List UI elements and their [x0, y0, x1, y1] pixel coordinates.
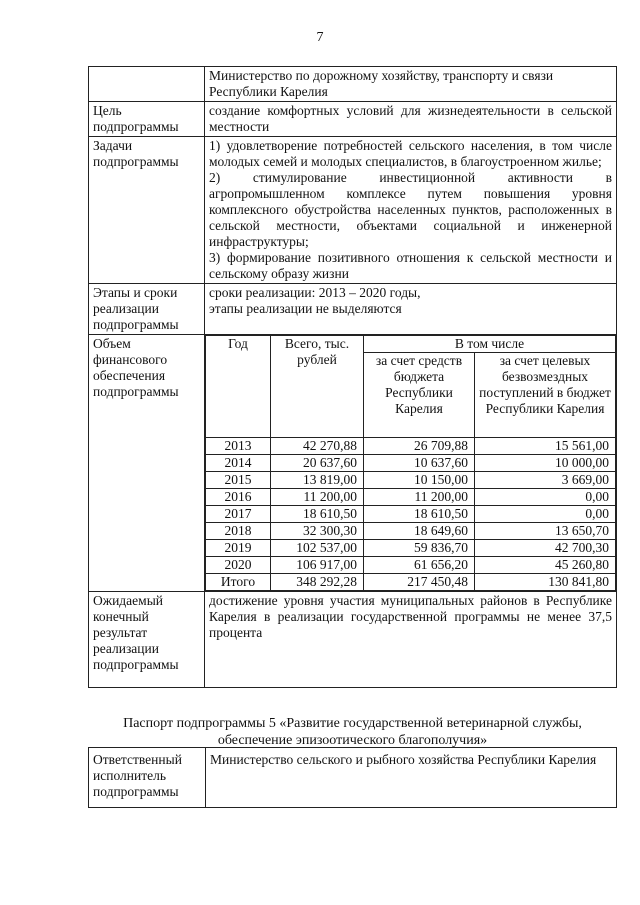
subprogram-passport-table	[88, 66, 617, 688]
finance-body	[206, 438, 616, 591]
finance-budget-cell: 10 637,60	[364, 455, 475, 472]
finance-grants-cell: 13 650,70	[475, 523, 616, 540]
finance-row	[206, 438, 616, 455]
col-header-year: Год	[206, 336, 271, 438]
stages-value	[205, 284, 617, 335]
goal-value: создание комфортных условий для жизнедеятельности в сельской местности	[205, 102, 617, 137]
table-row	[89, 748, 617, 808]
finance-year-cell: 2016	[206, 489, 271, 506]
table-row	[89, 335, 617, 592]
finance-budget-cell: 18 649,60	[364, 523, 475, 540]
table-row	[89, 67, 617, 102]
col-header-including: В том числе	[364, 336, 616, 353]
finance-row	[206, 540, 616, 557]
table-row	[89, 102, 617, 137]
finance-year-cell: 2018	[206, 523, 271, 540]
goal-label: Цель подпрограммы	[89, 102, 205, 137]
stages-line: этапы реализации не выделяются	[209, 301, 402, 316]
finance-year-cell: 2015	[206, 472, 271, 489]
finance-total-cell: 32 300,30	[271, 523, 364, 540]
finance-total-cell: 20 637,60	[271, 455, 364, 472]
finance-cell	[205, 335, 617, 592]
finance-grants-cell: 15 561,00	[475, 438, 616, 455]
page-number: 7	[316, 30, 324, 45]
finance-grants-cell: 0,00	[475, 506, 616, 523]
table-row	[89, 592, 617, 688]
finance-row	[206, 455, 616, 472]
task-item: 1) удовлетворение потребностей сельского населения, в том числе молодых семей и молодых специалистов, в благоустроенном жилье;	[209, 138, 612, 169]
col-header-total: Всего, тыс. рублей	[271, 336, 364, 438]
result-label: Ожидаемый конечный результат реализации подпрограммы	[89, 592, 205, 688]
task-item: 3) формирование позитивного отношения к сельской местности и сельскому образу жизни	[209, 250, 612, 281]
stages-label: Этапы и сроки реализации подпрограммы	[89, 284, 205, 335]
row-label	[89, 67, 205, 102]
finance-row	[206, 472, 616, 489]
col-header-budget: за счет средств бюджета Республики Карелия	[364, 353, 475, 438]
finance-year-cell: 2020	[206, 557, 271, 574]
stages-line: сроки реализации: 2013 – 2020 годы,	[209, 285, 421, 300]
finance-year-cell: 2019	[206, 540, 271, 557]
table-row	[89, 284, 617, 335]
finance-year-cell: Итого	[206, 574, 271, 591]
finance-budget-cell: 217 450,48	[364, 574, 475, 591]
finance-budget-cell: 61 656,20	[364, 557, 475, 574]
finance-row	[206, 557, 616, 574]
finance-budget-cell: 18 610,50	[364, 506, 475, 523]
finance-year-cell: 2014	[206, 455, 271, 472]
finance-budget-cell: 26 709,88	[364, 438, 475, 455]
finance-total-cell: 11 200,00	[271, 489, 364, 506]
finance-row	[206, 574, 616, 591]
finance-grants-cell: 45 260,80	[475, 557, 616, 574]
finance-total-cell: 106 917,00	[271, 557, 364, 574]
finance-total-cell: 42 270,88	[271, 438, 364, 455]
executor-value: Министерство сельского и рыбного хозяйства Республики Карелия	[206, 748, 617, 808]
col-header-grants: за счет целевых безвозмездных поступлений в бюджет Республики Карелия	[475, 353, 616, 438]
finance-grants-cell: 130 841,80	[475, 574, 616, 591]
finance-grants-cell: 3 669,00	[475, 472, 616, 489]
finance-total-cell: 102 537,00	[271, 540, 364, 557]
finance-total-cell: 13 819,00	[271, 472, 364, 489]
tasks-label: Задачи подпрограммы	[89, 137, 205, 284]
finance-budget-cell: 10 150,00	[364, 472, 475, 489]
subprogram5-passport-table	[88, 747, 617, 808]
finance-row	[206, 506, 616, 523]
finance-grants-cell: 42 700,30	[475, 540, 616, 557]
finance-grants-cell: 10 000,00	[475, 455, 616, 472]
ministry-value: Министерство по дорожному хозяйству, транспорту и связи Республики Карелия	[205, 67, 617, 102]
table-row	[89, 137, 617, 284]
finance-year-cell: 2013	[206, 438, 271, 455]
section-title: Паспорт подпрограммы 5 «Развитие государственной ветеринарной службы, обеспечение эпизоотического благополучия»	[123, 716, 582, 748]
finance-row	[206, 489, 616, 506]
finance-total-cell: 18 610,50	[271, 506, 364, 523]
finance-row	[206, 523, 616, 540]
finance-total-cell: 348 292,28	[271, 574, 364, 591]
finance-label: Объем финансового обеспечения подпрограммы	[89, 335, 205, 592]
executor-label: Ответственный исполнитель подпрограммы	[89, 748, 206, 808]
task-item: 2) стимулирование инвестиционной активности в агропромышленном комплексе путем повышения уровня комплексного обустройства населенных пунктов, расположенных в сельской местности, объектами социальной и инженерной инфраструктуры;	[209, 170, 612, 249]
finance-table	[205, 335, 616, 591]
finance-budget-cell: 11 200,00	[364, 489, 475, 506]
finance-year-cell: 2017	[206, 506, 271, 523]
finance-budget-cell: 59 836,70	[364, 540, 475, 557]
tasks-value	[205, 137, 617, 284]
finance-header-row	[206, 336, 616, 353]
result-value: достижение уровня участия муниципальных районов в Республике Карелия в реализации государственной программы не менее 37,5 процента	[205, 592, 617, 688]
finance-grants-cell: 0,00	[475, 489, 616, 506]
